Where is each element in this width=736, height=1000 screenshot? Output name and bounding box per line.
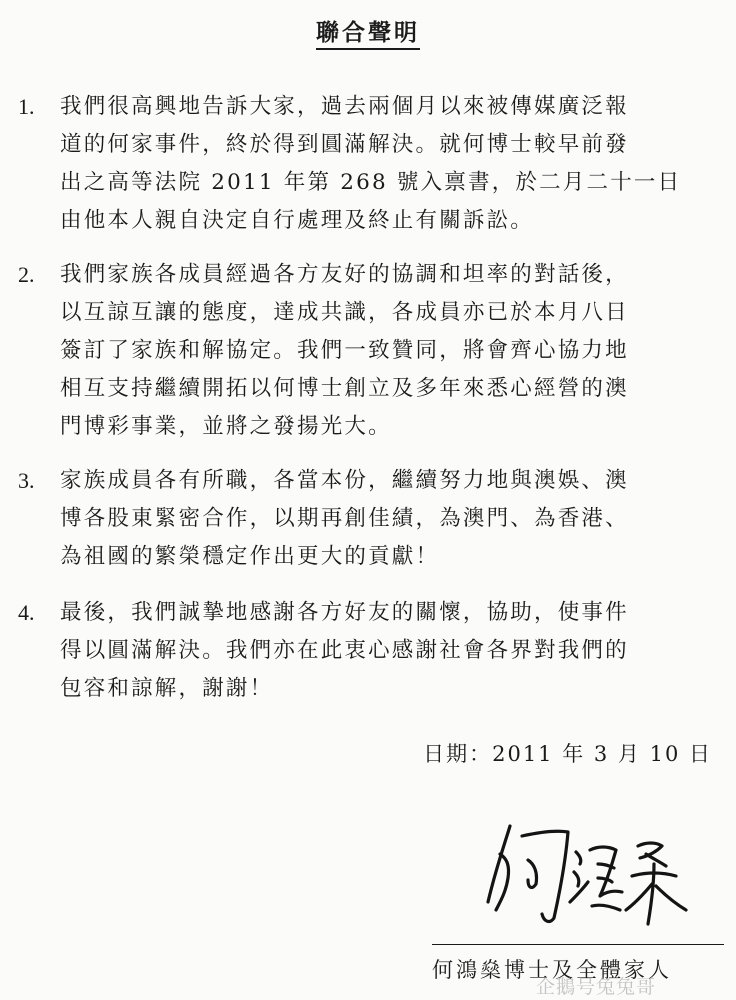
item-number: 3. bbox=[18, 468, 35, 493]
signature-line bbox=[432, 944, 724, 945]
item-text bbox=[60, 88, 720, 240]
document-title bbox=[0, 14, 736, 47]
text-line: 家族成員各有所職，各當本份，繼續努力地與澳娛、澳 bbox=[60, 468, 629, 493]
text-line: 以互諒互讓的態度，達成共識，各成員亦已於本月八日 bbox=[60, 300, 629, 325]
text-line: 我們很高興地告訴大家，過去兩個月以來被傳媒廣泛報 bbox=[60, 94, 629, 119]
item-text bbox=[60, 256, 720, 446]
text-line: 包容和諒解，謝謝！ bbox=[60, 676, 274, 701]
text-line: 我們家族各成員經過各方友好的協調和坦率的對話後， bbox=[60, 262, 629, 287]
text-line: 門博彩事業，並將之發揚光大。 bbox=[60, 414, 392, 439]
text-line: 出之高等法院 2011 年第 268 號入禀書，於二月二十一日 bbox=[60, 170, 682, 195]
item-text bbox=[60, 462, 720, 576]
signer-name: 何鴻燊博士及全體家人 bbox=[432, 958, 672, 982]
handwritten-signature bbox=[470, 806, 710, 936]
text-line: 簽訂了家族和解協定。我們一致贊同，將會齊心協力地 bbox=[60, 338, 629, 363]
text-line: 博各股東緊密合作，以期再創佳績，為澳門、為香港、 bbox=[60, 506, 629, 531]
statement-date: 日期：2011 年 3 月 10 日 bbox=[423, 742, 712, 766]
text-line: 最後，我們誠摯地感謝各方好友的關懷，協助，使事件 bbox=[60, 600, 629, 625]
document-title-text: 聯合聲明 bbox=[316, 19, 420, 50]
item-number: 1. bbox=[18, 94, 35, 119]
text-line: 得以圓滿解決。我們亦在此衷心感謝社會各界對我們的 bbox=[60, 638, 629, 663]
text-line: 為祖國的繁榮穩定作出更大的貢獻！ bbox=[60, 544, 440, 569]
item-number: 4. bbox=[18, 600, 35, 625]
text-line: 相互支持繼續開拓以何博士創立及多年來悉心經營的澳 bbox=[60, 376, 629, 401]
text-line: 由他本人親自決定自行處理及終止有關訴訟。 bbox=[60, 208, 535, 233]
item-text bbox=[60, 594, 720, 708]
watermark: 企鵝号兔兔哥 bbox=[536, 976, 657, 998]
text-line: 道的何家事件，終於得到圓滿解決。就何博士較早前發 bbox=[60, 132, 629, 157]
item-number: 2. bbox=[18, 262, 35, 287]
